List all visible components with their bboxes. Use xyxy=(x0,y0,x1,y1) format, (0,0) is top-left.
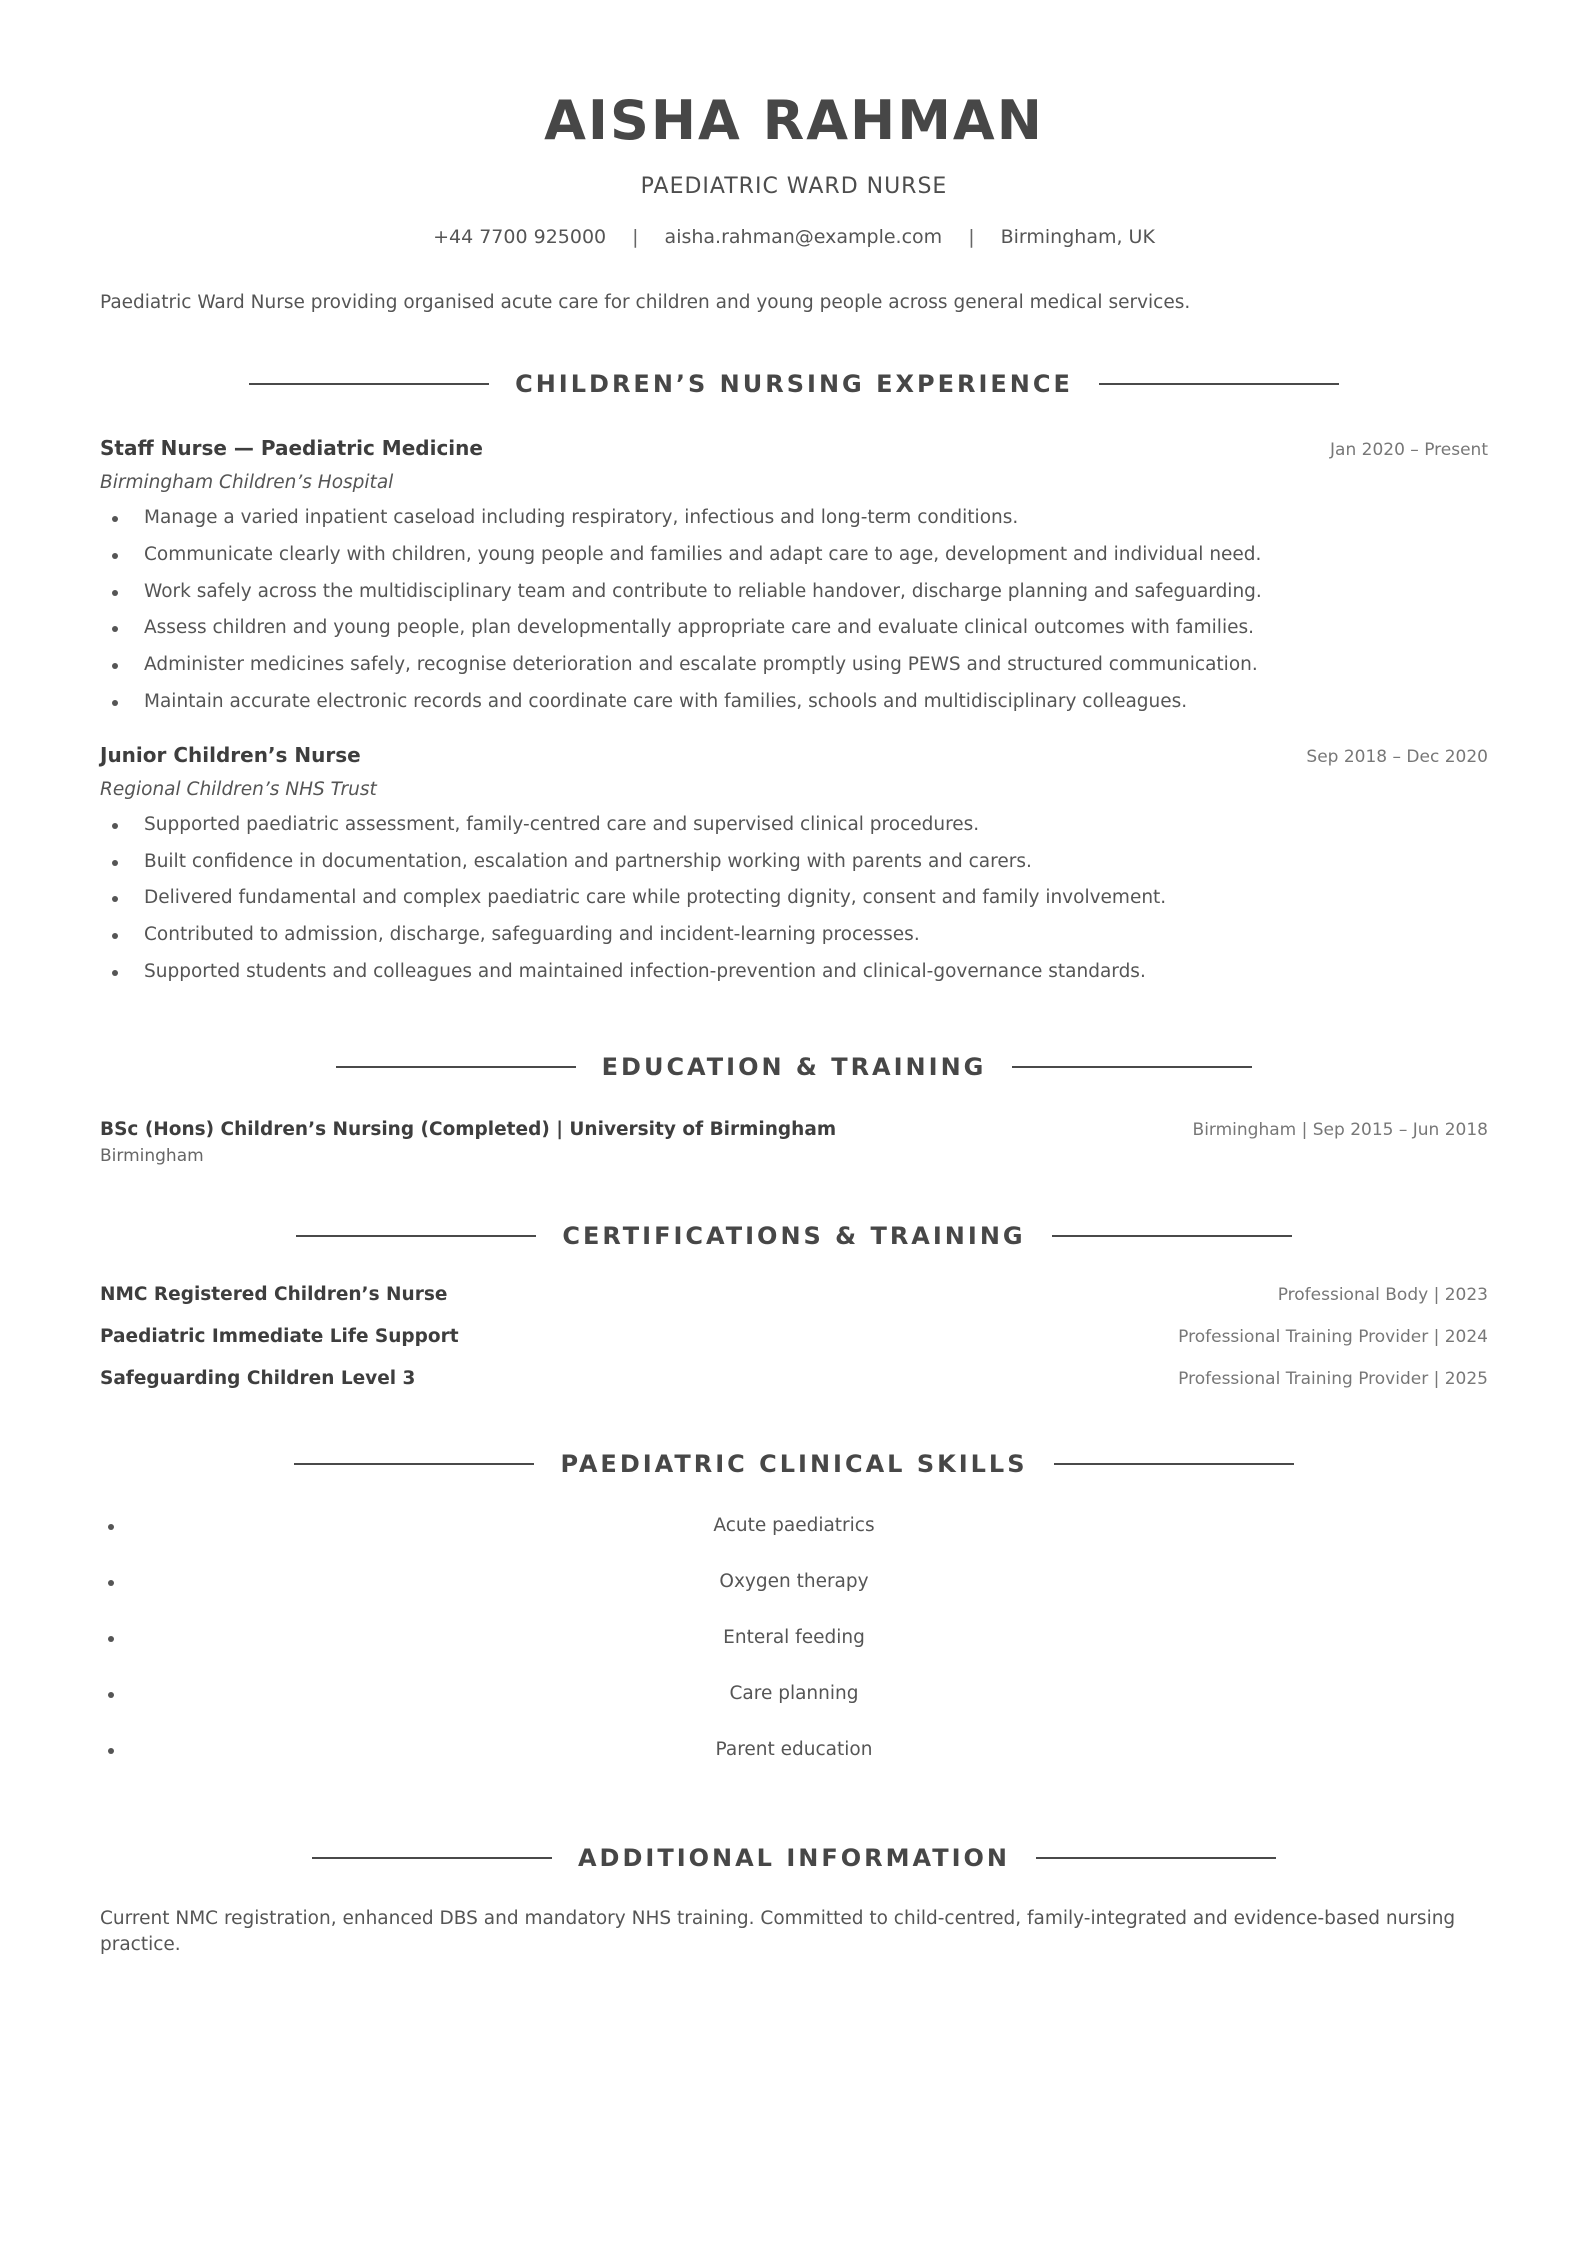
certification-name: NMC Registered Children’s Nurse xyxy=(100,1283,448,1305)
certification-meta: Professional Body | 2023 xyxy=(1277,1284,1488,1305)
contact-separator: | xyxy=(968,226,975,248)
education-entry xyxy=(100,1119,1488,1166)
certifications-heading: CERTIFICATIONS & TRAINING xyxy=(562,1221,1026,1250)
heading-rule xyxy=(1099,383,1339,385)
skill-item: Parent education xyxy=(100,1722,1488,1778)
certification-meta: Professional Training Provider | 2024 xyxy=(1178,1326,1488,1347)
candidate-role: PAEDIATRIC WARD NURSE xyxy=(640,174,948,199)
heading-rule xyxy=(336,1066,576,1068)
heading-rule xyxy=(294,1463,534,1465)
heading-rule xyxy=(1036,1857,1276,1859)
job-header xyxy=(100,743,1488,767)
heading-rule xyxy=(1012,1066,1252,1068)
job-header xyxy=(100,436,1488,460)
skills-heading: PAEDIATRIC CLINICAL SKILLS xyxy=(560,1449,1028,1478)
job-bullets xyxy=(100,500,1488,721)
education-meta: Birmingham | Sep 2015 – Jun 2018 xyxy=(1192,1119,1488,1140)
certification-row xyxy=(100,1358,1488,1400)
education-location: Birmingham xyxy=(100,1145,204,1166)
certification-meta: Professional Training Provider | 2025 xyxy=(1178,1368,1488,1389)
job-bullets xyxy=(100,807,1488,991)
certification-row xyxy=(100,1316,1488,1358)
bullet-item: Contributed to admission, discharge, safeguarding and incident-learning processes. xyxy=(100,917,1488,954)
skill-item: Acute paediatrics xyxy=(100,1498,1488,1554)
additional-heading: ADDITIONAL INFORMATION xyxy=(577,1843,1011,1872)
job-organisation: Birmingham Children’s Hospital xyxy=(100,472,394,493)
certification-name: Paediatric Immediate Life Support xyxy=(100,1325,459,1347)
bullet-item: Supported students and colleagues and maintained infection-prevention and clinical-governance standards. xyxy=(100,954,1488,991)
bullet-item: Built confidence in documentation, escalation and partnership working with parents and carers. xyxy=(100,844,1488,881)
heading-rule xyxy=(1054,1463,1294,1465)
contact-line xyxy=(100,224,1488,250)
experience-heading: CHILDREN’S NURSING EXPERIENCE xyxy=(515,370,1073,398)
phone-number[interactable]: +44 7700 925000 xyxy=(433,226,607,248)
education-row xyxy=(100,1119,1488,1140)
heading-rule xyxy=(312,1857,552,1859)
candidate-name: AISHA RAHMAN xyxy=(544,89,1044,152)
job-entry xyxy=(100,436,1488,721)
additional-section-heading xyxy=(100,1842,1488,1874)
job-title: Junior Children’s Nurse xyxy=(100,742,361,767)
bullet-item: Manage a varied inpatient caseload including respiratory, infectious and long-term conditions. xyxy=(100,500,1488,537)
heading-rule xyxy=(249,383,489,385)
bullet-item: Maintain accurate electronic records and coordinate care with families, schools and multidisciplinary colleagues. xyxy=(100,684,1488,721)
certifications-list xyxy=(100,1274,1488,1400)
certification-name: Safeguarding Children Level 3 xyxy=(100,1367,416,1389)
certification-row xyxy=(100,1274,1488,1316)
bullet-item: Administer medicines safely, recognise deterioration and escalate promptly using PEWS and structured communication. xyxy=(100,647,1488,684)
education-heading: EDUCATION & TRAINING xyxy=(601,1052,987,1081)
job-title: Staff Nurse — Paediatric Medicine xyxy=(100,436,483,460)
bullet-item: Work safely across the multidisciplinary team and contribute to reliable handover, discharge planning and safeguarding. xyxy=(100,574,1488,611)
job-dates: Sep 2018 – Dec 2020 xyxy=(1306,746,1488,767)
education-section-heading xyxy=(100,1051,1488,1083)
heading-rule xyxy=(1052,1235,1292,1237)
heading-rule xyxy=(296,1235,536,1237)
bullet-item: Supported paediatric assessment, family-centred care and supervised clinical procedures. xyxy=(100,807,1488,844)
degree-title: BSc (Hons) Children’s Nursing (Completed) | University of Birmingham xyxy=(100,1118,837,1140)
contact-separator: | xyxy=(632,226,639,248)
experience-section-heading xyxy=(100,368,1488,400)
job-dates: Jan 2020 – Present xyxy=(1330,440,1488,460)
job-organisation: Regional Children’s NHS Trust xyxy=(100,778,377,800)
skills-list xyxy=(100,1498,1488,1778)
bullet-item: Delivered fundamental and complex paediatric care while protecting dignity, consent and family involvement. xyxy=(100,880,1488,917)
bullet-item: Communicate clearly with children, young people and families and adapt care to age, development and individual need. xyxy=(100,537,1488,574)
profile-summary: Paediatric Ward Nurse providing organised acute care for children and young people across general medical services. xyxy=(100,292,1191,313)
skill-item: Oxygen therapy xyxy=(100,1554,1488,1610)
bullet-item: Assess children and young people, plan developmentally appropriate care and evaluate clinical outcomes with families. xyxy=(100,610,1488,647)
skill-item: Care planning xyxy=(100,1666,1488,1722)
skill-item: Enteral feeding xyxy=(100,1610,1488,1666)
job-entry xyxy=(100,743,1488,991)
certifications-section-heading xyxy=(100,1220,1488,1252)
email-address[interactable]: aisha.rahman@example.com xyxy=(664,226,943,248)
skills-section-heading xyxy=(100,1448,1488,1480)
additional-information: Current NMC registration, enhanced DBS and mandatory NHS training. Committed to child-centred, family-integrated and evidence-based nursing practice. xyxy=(100,1907,1456,1955)
location: Birmingham, UK xyxy=(1000,226,1155,248)
